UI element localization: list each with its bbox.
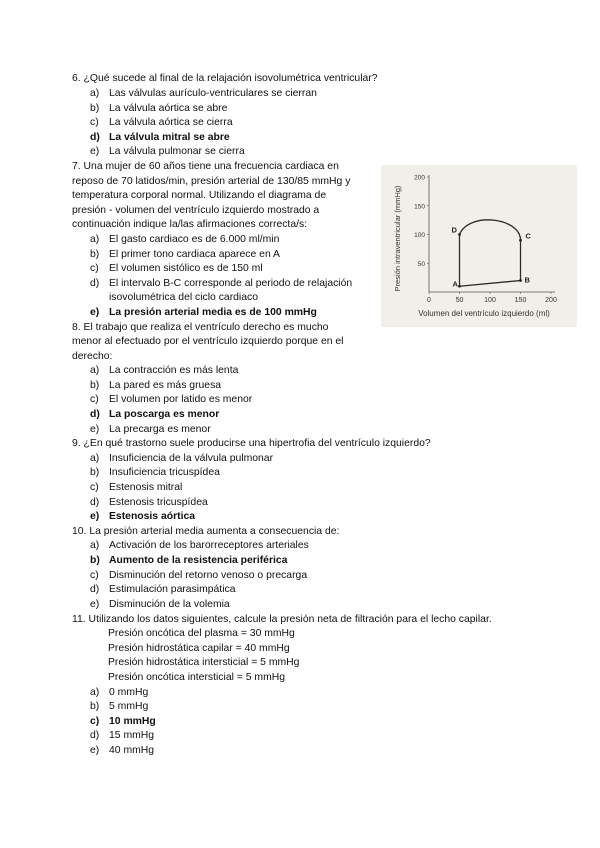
data-line: Presión hidrostática intersticial = 5 mmHg — [108, 657, 300, 668]
question-10-stem: 10. La presión arterial media aumenta a consecuencia de: — [72, 526, 340, 537]
loop-point-b — [519, 279, 522, 282]
x-tick-label: 100 — [484, 297, 496, 304]
loop-point-label: A — [452, 279, 458, 289]
option-text: El primer tono cardiaca aparece en A — [109, 249, 280, 260]
option-text-correct: La presión arterial media es de 100 mmHg — [109, 307, 317, 318]
question-6-stem: 6. ¿Qué sucede al final de la relajación isovolumétrica ventricular? — [72, 73, 378, 84]
y-tick-label: 150 — [414, 203, 425, 211]
question-8-stem-line: 8. El trabajo que realiza el ventrículo derecho es mucho — [72, 322, 329, 333]
loop-point-label: D — [451, 225, 457, 235]
option-text: Insuficiencia de la válvula pulmonar — [109, 453, 274, 464]
y-axis-label: Presión intraventricular (mmHg) — [393, 185, 402, 292]
loop-point-label: C — [525, 231, 531, 241]
option-letter: c) — [90, 482, 99, 493]
x-tick-label: 200 — [545, 297, 557, 304]
option-letter: a) — [90, 234, 100, 245]
option-text: La contracción es más lenta — [109, 365, 239, 376]
option-text: Disminución de la volemia — [109, 599, 230, 610]
pressure-volume-chart — [381, 165, 577, 327]
option-text: La precarga es menor — [109, 424, 211, 435]
option-text-continuation: isovolumétrica del ciclo cardiaco — [109, 292, 258, 303]
question-8-stem-line: derecho: — [72, 351, 113, 362]
option-text: 40 mmHg — [109, 745, 155, 756]
option-text: Disminución del retorno venoso o precarga — [109, 570, 308, 581]
x-tick-label: 0 — [427, 297, 431, 304]
option-text: La pared es más gruesa — [109, 380, 222, 391]
option-letter: e) — [90, 146, 100, 157]
loop-point-d — [458, 233, 461, 236]
option-letter-correct: e) — [90, 307, 100, 318]
option-letter: e) — [90, 424, 100, 435]
loop-point-a — [458, 285, 461, 288]
question-7-stem-line: temperatura corporal normal. Utilizando el diagrama de — [72, 190, 327, 201]
option-letter: a) — [90, 687, 100, 698]
option-text-correct: Estenosis aórtica — [109, 511, 196, 522]
question-7-stem-line: presión - volumen del ventrículo izquierdo mostrado a — [72, 205, 320, 216]
option-letter-correct: e) — [90, 511, 100, 522]
data-line: Presión oncótica del plasma = 30 mmHg — [108, 628, 295, 639]
option-text: Activación de los barorreceptores arteriales — [109, 540, 309, 551]
option-text: Insuficiencia tricuspídea — [109, 467, 220, 478]
option-text: La válvula aórtica se cierra — [109, 117, 233, 128]
option-letter: a) — [90, 88, 100, 99]
option-letter: b) — [90, 103, 100, 114]
option-letter: d) — [90, 584, 100, 595]
option-letter-correct: c) — [90, 716, 100, 727]
option-letter: c) — [90, 263, 99, 274]
option-text: 0 mmHg — [109, 687, 149, 698]
option-letter-correct: d) — [90, 132, 100, 143]
option-letter: b) — [90, 380, 100, 391]
option-text: La válvula pulmonar se cierra — [109, 146, 245, 157]
option-letter: a) — [90, 453, 100, 464]
option-text: Estimulación parasimpática — [109, 584, 236, 595]
y-tick-label: 200 — [414, 174, 425, 182]
option-text-correct: 10 mmHg — [109, 716, 156, 727]
question-7-stem-line: continuación indique la/las afirmaciones correcta/s: — [72, 219, 308, 230]
option-letter: b) — [90, 701, 100, 712]
option-text: El volumen por latido es menor — [109, 394, 253, 405]
option-letter: d) — [90, 278, 100, 289]
option-text: El volumen sistólico es de 150 ml — [109, 263, 263, 274]
data-line: Presión oncótica intersticial = 5 mmHg — [108, 672, 286, 683]
option-text: Estenosis mitral — [109, 482, 183, 493]
question-7-stem-line: 7. Una mujer de 60 años tiene una frecuencia cardiaca en — [72, 161, 339, 172]
question-11-stem: 11. Utilizando los datos siguientes, calcule la presión neta de filtración para el lecho capilar. — [72, 614, 492, 625]
y-tick-label: 100 — [414, 232, 425, 239]
loop-point-c — [519, 239, 522, 242]
option-letter: c) — [90, 570, 99, 581]
data-line: Presión hidrostática capilar = 40 mmHg — [108, 643, 290, 654]
option-letter: b) — [90, 467, 100, 478]
option-letter: e) — [90, 745, 100, 756]
option-letter: c) — [90, 394, 99, 405]
loop-point-label: B — [524, 275, 530, 285]
option-letter: d) — [90, 730, 100, 741]
option-text-correct: Aumento de la resistencia periférica — [109, 555, 288, 566]
option-text: 15 mmHg — [109, 730, 155, 741]
pressure-volume-loop — [460, 220, 521, 286]
option-text: La válvula aórtica se abre — [109, 103, 228, 114]
option-text: El intervalo B-C corresponde al periodo de relajación — [109, 278, 353, 289]
y-tick-label: 50 — [417, 260, 425, 268]
question-8-stem-line: menor al efectuado por el ventrículo izquierdo porque en el — [72, 336, 344, 347]
option-text: Las válvulas aurículo-ventriculares se cierran — [109, 88, 317, 99]
x-axis-label: Volumen del ventrículo izquierdo (ml) — [418, 309, 550, 318]
question-9-stem: 9. ¿En qué trastorno suele producirse una hipertrofia del ventrículo izquierdo? — [72, 438, 431, 449]
option-letter-correct: d) — [90, 409, 100, 420]
option-letter: a) — [90, 540, 100, 551]
option-text-correct: La poscarga es menor — [109, 409, 220, 420]
question-7-stem-line: reposo de 70 latidos/min, presión arterial de 130/85 mmHg y — [72, 176, 351, 187]
x-tick-label: 50 — [455, 297, 464, 304]
x-tick-label: 150 — [514, 297, 527, 304]
option-letter: d) — [90, 497, 100, 508]
option-text: 5 mmHg — [109, 701, 149, 712]
pressure-volume-figure — [381, 165, 577, 327]
option-letter: b) — [90, 249, 100, 260]
option-letter: a) — [90, 365, 100, 376]
option-text: El gasto cardiaco es de 6.000 ml/min — [109, 234, 280, 245]
option-text-correct: La válvula mitral se abre — [109, 132, 230, 143]
option-text: Estenosis tricuspídea — [109, 497, 208, 508]
option-letter: c) — [90, 117, 99, 128]
option-letter: e) — [90, 599, 100, 610]
option-letter-correct: b) — [90, 555, 100, 566]
